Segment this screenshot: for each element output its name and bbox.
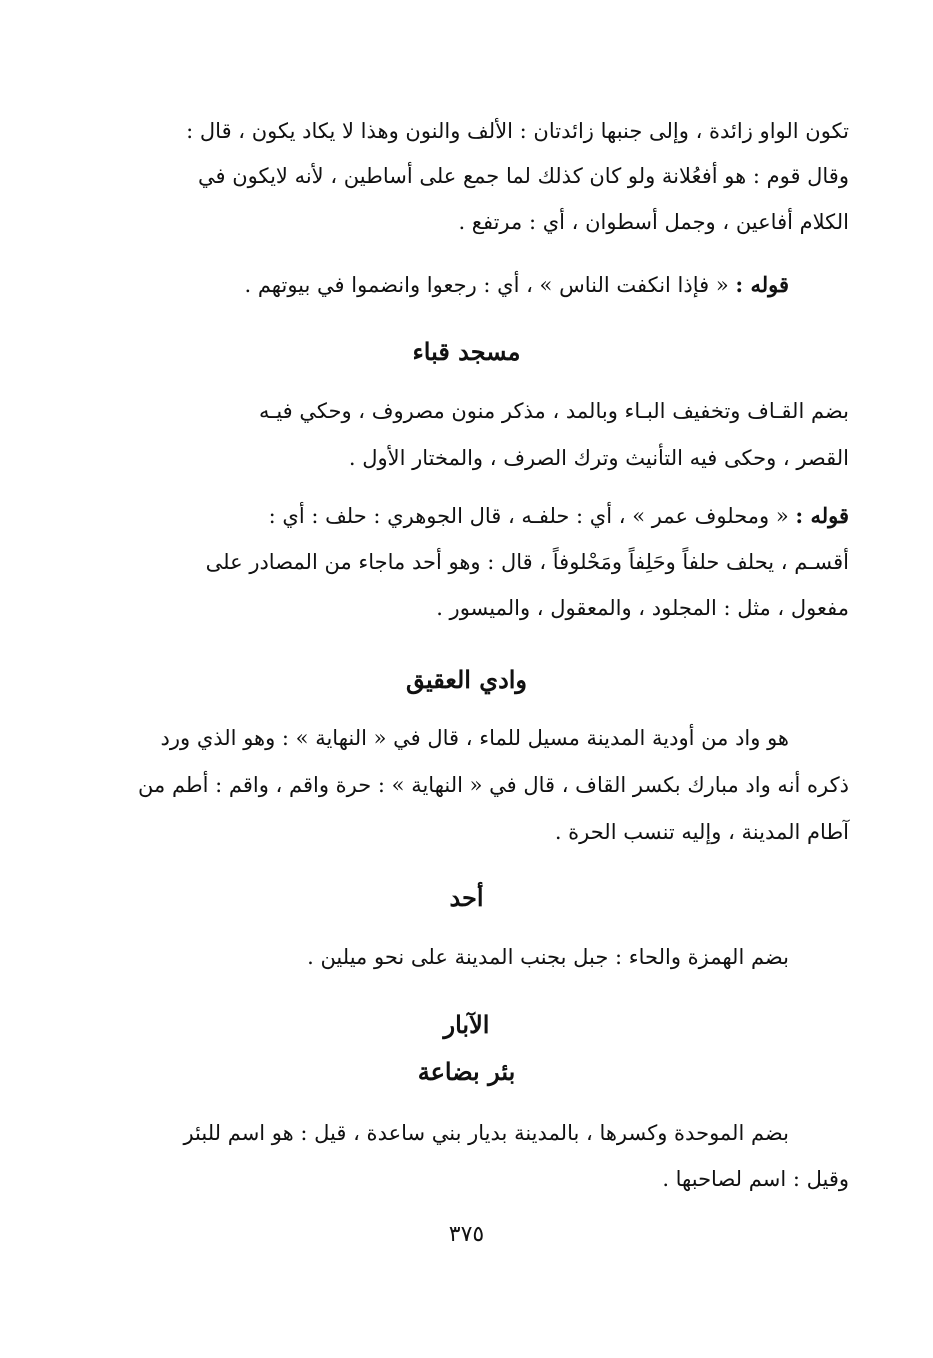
paragraph-line: وقيل : اسم لصاحبها . [662,1167,849,1191]
paragraph-line: أقسـم ، يحلف حلفاً وحَلِفاً ومَحْلوفاً ، قال : وهو أحد ماجاء من المصادر على [205,550,849,574]
section-heading: أحد [449,883,484,912]
section-heading: وادي العقيق [405,665,528,694]
paragraph-text: « ومحلوف عمر » ، أي : حلفـه ، قال الجوهري : حلف : أي : [268,504,789,528]
section-heading: الآبار [443,1010,490,1039]
paragraph-line: تكون الواو زائدة ، وإلى جنبها زائدتان : الألف والنون وهذا لا يكاد يكون ، قال : [186,119,849,143]
paragraph-2 [99,272,849,312]
section-heading: مسجد قباء [412,337,521,366]
paragraph-line: ذكره أنه واد مبارك بكسر القاف ، قال في « النهاية » : حرة واقم ، واقم : أطم من [138,773,849,797]
paragraph-line: القصر ، وحكى فيه التأنيث وترك الصرف ، والمختار الأول . [348,446,849,470]
paragraph-1 [99,118,849,258]
paragraph-3 [99,398,849,488]
paragraph-line: بضم القـاف وتخفيف البـاء وبالمد ، مذكر منون مصروف ، وحكي فيـه [258,399,849,423]
paragraph-6 [99,944,849,984]
lead-word: قوله : [795,503,849,528]
paragraph-line: آطام المدينة ، وإليه تنسب الحرة . [554,820,849,844]
paragraph-text: « فإذا انكفت الناس » ، أي : رجعوا وانضموا في بيوتهم . [244,273,729,297]
paragraph-line: وقال قوم : هو أفعُلانة ولو كان كذلك لما جمع على أساطين ، لأنه لايكون في [198,164,849,188]
paragraph-line: الكلام أفاعين ، وجمل أسطوان ، أي : مرتفع . [458,210,849,234]
paragraph-line: بضم الهمزة والحاء : جبل بجنب المدينة على نحو ميلين . [307,945,789,969]
paragraph-line: مفعول ، مثل : المجلود ، والمعقول ، والميسور . [436,596,849,620]
paragraph-7 [99,1120,849,1210]
paragraph-4 [99,503,849,643]
page-number: ٣٧٥ [448,1222,485,1247]
paragraph-line [244,272,789,298]
paragraph-line: هو واد من أودية المدينة مسيل للماء ، قال في « النهاية » : وهو الذي ورد [160,726,789,750]
paragraph-line [269,503,849,529]
subsection-heading: بئر بضاعة [417,1057,516,1086]
lead-word: قوله : [735,272,789,297]
paragraph-line: بضم الموحدة وكسرها ، بالمدينة بديار بني ساعدة ، قيل : هو اسم للبئر [183,1121,789,1145]
paragraph-5 [99,725,849,865]
